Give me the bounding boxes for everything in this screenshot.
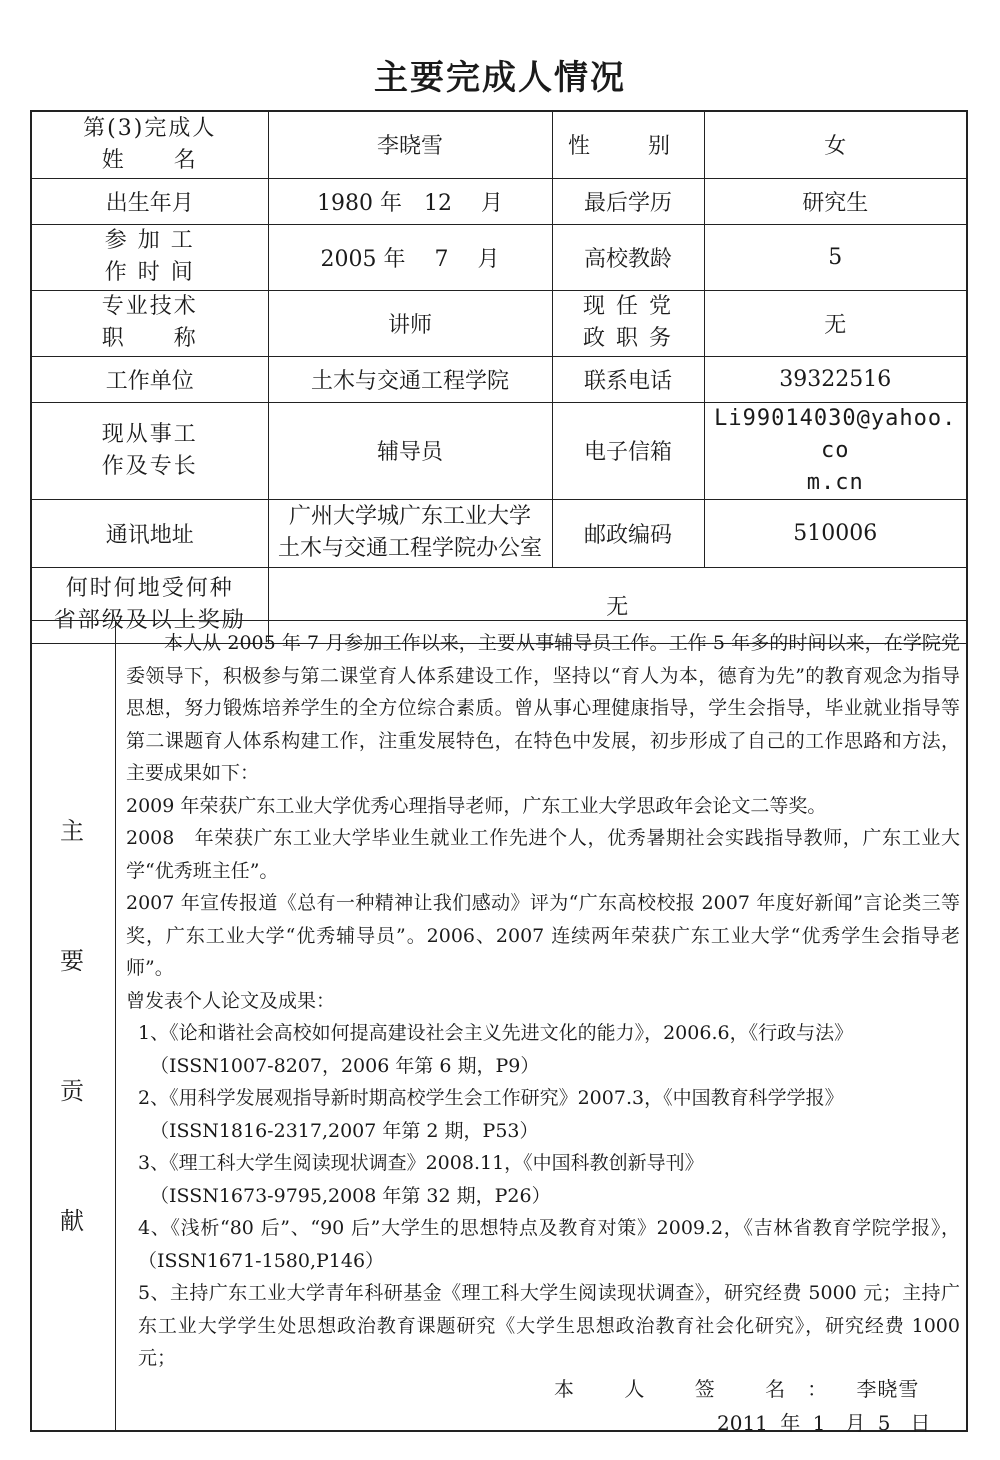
email-value-line2: m.cn xyxy=(806,469,864,495)
contribution-intro: 本人从 2005 年 7 月参加工作以来，主要从事辅导员工作。工作 5 年多的时间以来，在学院党委领导下，积极参与第二课堂育人体系建设工作，坚持以“育人为本，德育为先”的教育观念为指导思想，努力锻炼培养学生的全方位综合素质。曾从事心理健康指导，学生会指导，毕业就业指导等第二课题育人体系构建工作，注重发展特色，在特色中发展，初步形成了自己的工作思路和方法，主要成果如下： xyxy=(126,632,960,784)
row-title xyxy=(32,290,966,356)
current-work-value: 辅导员 xyxy=(268,402,552,499)
prof-title-label xyxy=(32,290,268,356)
awards-label-line2: 省部级及以上奖励 xyxy=(53,608,246,633)
signature-name: 李晓雪 xyxy=(856,1377,920,1401)
address-value-line1: 广州大学城广东工业大学 xyxy=(288,504,531,529)
signature-date: 2011 年 1 月 5 日 xyxy=(717,1411,931,1435)
name-label xyxy=(32,112,268,178)
phone-value: 39322516 xyxy=(704,356,966,402)
row-birth xyxy=(32,178,966,224)
gender-label: 性 别 xyxy=(552,112,704,178)
paper-item-source: （ISSN1816-2317,2007 年第 2 期，P53） xyxy=(150,1119,539,1142)
birth-label: 出生年月 xyxy=(32,178,268,224)
address-label: 通讯地址 xyxy=(32,499,268,567)
postcode-value: 510006 xyxy=(704,499,966,567)
party-post-label-line1: 现 任 党 xyxy=(583,294,673,319)
current-work-label-line1: 现从事工 xyxy=(101,421,198,447)
gender-value: 女 xyxy=(704,112,966,178)
name-label-line1: 第(3)完成人 xyxy=(83,115,217,141)
papers-heading: 曾发表个人论文及成果： xyxy=(126,989,336,1012)
phone-label: 联系电话 xyxy=(552,356,704,402)
address-value xyxy=(268,499,552,567)
prof-title-label-line1: 专业技术 xyxy=(101,294,198,319)
row-work-start xyxy=(32,224,966,290)
awards-value: 无 xyxy=(268,567,966,643)
paper-item: 2、《用科学发展观指导新时期高校学生会工作研究》2007.3，《中国教育科学学报》 xyxy=(138,1087,844,1109)
row-address xyxy=(32,499,966,567)
page-title: 主要完成人情况 xyxy=(374,58,626,98)
personnel-form xyxy=(30,110,968,1435)
main-contribution-section xyxy=(32,620,966,1435)
contribution-label-char: 献 xyxy=(60,1207,84,1235)
email-label: 电子信箱 xyxy=(552,402,704,499)
contribution-label-char: 要 xyxy=(60,947,84,975)
current-work-label-line2: 作及专长 xyxy=(101,453,198,479)
email-value-line1: Li99014030@yahoo.co xyxy=(714,405,957,463)
achievement-item: 2007 年宣传报道《总有一种精神让我们感动》评为“广东高校校报 2007 年度好新闻”言论类三等奖，广东工业大学“优秀辅导员”。2006、2007 连续两年荣获广东工业大学“优秀学生会指导老师”。 xyxy=(126,892,960,979)
email-value xyxy=(704,402,966,499)
work-start-label-line1: 参 加 工 xyxy=(104,228,195,253)
contribution-label-char: 贡 xyxy=(60,1077,84,1105)
teaching-years-value: 5 xyxy=(704,224,966,290)
paper-item: 1、《论和谐社会高校如何提高建设社会主义先进文化的能力》，2006.6，《行政与法》 xyxy=(138,1022,854,1044)
postcode-label: 邮政编码 xyxy=(552,499,704,567)
work-start-value: 2005 年 7 月 xyxy=(268,224,552,290)
education-label: 最后学历 xyxy=(552,178,704,224)
contribution-label-char: 主 xyxy=(60,817,84,845)
party-post-value: 无 xyxy=(704,290,966,356)
info-table xyxy=(32,112,966,644)
signature-line xyxy=(554,1373,919,1402)
prof-title-value: 讲师 xyxy=(268,290,552,356)
work-start-label xyxy=(32,224,268,290)
achievement-item: 2009 年荣获广东工业大学优秀心理指导老师，广东工业大学思政年会论文二等奖。 xyxy=(126,794,827,817)
current-work-label xyxy=(32,402,268,499)
prof-title-label-line2: 职 称 xyxy=(101,326,198,351)
work-start-label-line2: 作 时 间 xyxy=(104,260,195,285)
address-value-line2: 土木与交通工程学院办公室 xyxy=(277,536,542,561)
paper-item: 3、《理工科大学生阅读现状调查》2008.11，《中国科教创新导刊》 xyxy=(138,1152,704,1174)
awards-label-line1: 何时何地受何种 xyxy=(65,576,234,601)
signature-label: 本 人 签 名： xyxy=(554,1377,850,1401)
birth-value: 1980 年 12 月 xyxy=(268,178,552,224)
name-label-line2: 姓 名 xyxy=(101,147,198,173)
paper-item: 4、《浅析“80 后”、“90 后”大学生的思想特点及教育对策》2009.2，《吉林省教育学院学报》，（ISSN1671-1580,P146） xyxy=(138,1217,960,1272)
education-value: 研究生 xyxy=(704,178,966,224)
name-value: 李晓雪 xyxy=(268,112,552,178)
employer-label: 工作单位 xyxy=(32,356,268,402)
contribution-body xyxy=(126,627,960,1375)
row-employer xyxy=(32,356,966,402)
contribution-label xyxy=(32,621,116,1431)
row-current-work xyxy=(32,402,966,499)
achievement-item: 2008 年荣获广东工业大学毕业生就业工作先进个人，优秀暑期社会实践指导教师，广东工业大学“优秀班主任”。 xyxy=(126,827,960,882)
paper-item-source: （ISSN1007-8207，2006 年第 6 期，P9） xyxy=(150,1054,540,1077)
party-post-label xyxy=(552,290,704,356)
party-post-label-line2: 政 职 务 xyxy=(583,326,673,351)
employer-value: 土木与交通工程学院 xyxy=(268,356,552,402)
row-name xyxy=(32,112,966,178)
paper-item: 5、主持广东工业大学青年科研基金《理工科大学生阅读现状调查》，研究经费 5000 元；主持广东工业大学学生处思想政治教育课题研究《大学生思想政治教育社会化研究》，研究经费 1000 元； xyxy=(138,1282,960,1369)
paper-item-source: （ISSN1673-9795,2008 年第 32 期，P26） xyxy=(150,1184,551,1207)
teaching-years-label: 高校教龄 xyxy=(552,224,704,290)
